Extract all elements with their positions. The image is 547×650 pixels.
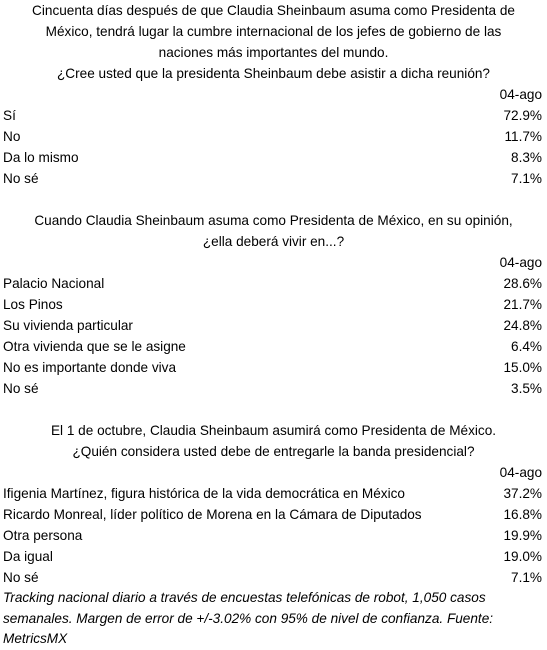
answer-value: 7.1% bbox=[511, 570, 542, 585]
answer-value: 3.5% bbox=[511, 381, 542, 396]
answer-row bbox=[3, 546, 544, 567]
answer-value: 37.2% bbox=[503, 486, 542, 501]
answer-row bbox=[3, 168, 544, 189]
answer-row bbox=[3, 483, 544, 504]
section-spacer bbox=[3, 189, 544, 210]
answer-label: Sí bbox=[3, 108, 16, 123]
answer-value: 11.7% bbox=[504, 129, 542, 144]
question-line: naciones más importantes del mundo. bbox=[158, 45, 389, 60]
answer-value: 28.6% bbox=[503, 276, 542, 291]
answer-row bbox=[3, 336, 544, 357]
question-line: México, tendrá lugar la cumbre internacional de los jefes de gobierno de las bbox=[45, 24, 502, 39]
answer-label: Da lo mismo bbox=[3, 150, 79, 165]
answer-value: 72.9% bbox=[503, 108, 542, 123]
answer-value: 16.8% bbox=[503, 507, 542, 522]
answer-label: Ifigenia Martínez, figura histórica de la vida democrática en México bbox=[3, 486, 405, 501]
answer-label: No sé bbox=[3, 171, 39, 186]
question-line: ¿Quién considera usted debe de entregarle la banda presidencial? bbox=[72, 444, 475, 459]
answer-label: Los Pinos bbox=[3, 297, 63, 312]
poll-section-sash bbox=[3, 420, 544, 588]
answer-label: No bbox=[3, 129, 21, 144]
methodology-footnote: Tracking nacional diario a través de encuestas telefónicas de robot, 1,050 casos semanales. Margen de error de +/-3.02% con 95% de nivel de confianza. Fuente: MetricsMX bbox=[3, 590, 494, 646]
answer-value: 19.9% bbox=[503, 528, 542, 543]
answer-label: Su vivienda particular bbox=[3, 318, 133, 333]
answer-row bbox=[3, 273, 544, 294]
answer-row bbox=[3, 378, 544, 399]
answer-row bbox=[3, 294, 544, 315]
answer-row bbox=[3, 504, 544, 525]
poll-section-summit bbox=[3, 0, 544, 189]
answer-label: Da igual bbox=[3, 549, 53, 564]
answer-value: 24.8% bbox=[503, 318, 542, 333]
answer-value: 6.4% bbox=[511, 339, 542, 354]
poll-section-residence bbox=[3, 210, 544, 399]
question-sash bbox=[3, 420, 544, 462]
date-header: 04-ago bbox=[499, 87, 542, 102]
question-line: ¿Cree usted que la presidenta Sheinbaum debe asistir a dicha reunión? bbox=[56, 66, 490, 81]
answer-label: Otra vivienda que se le asigne bbox=[3, 339, 186, 354]
question-summit bbox=[3, 0, 544, 84]
question-line: ¿ella deberá vivir en...? bbox=[202, 234, 345, 249]
answer-label: Ricardo Monreal, líder político de Morena en la Cámara de Diputados bbox=[3, 507, 422, 522]
answer-value: 15.0% bbox=[503, 360, 542, 375]
answer-value: 19.0% bbox=[503, 549, 542, 564]
answer-row bbox=[3, 567, 544, 588]
answer-value: 7.1% bbox=[511, 171, 542, 186]
section-spacer bbox=[3, 399, 544, 420]
question-line: Cuando Claudia Sheinbaum asuma como Presidenta de México, en su opinión, bbox=[34, 213, 513, 228]
answer-row bbox=[3, 525, 544, 546]
answer-label: No sé bbox=[3, 570, 39, 585]
answer-row bbox=[3, 105, 544, 126]
date-header: 04-ago bbox=[499, 465, 542, 480]
answer-value: 21.7% bbox=[503, 297, 542, 312]
question-residence bbox=[3, 210, 544, 252]
answer-label: Otra persona bbox=[3, 528, 83, 543]
answer-label: No sé bbox=[3, 381, 39, 396]
answer-row bbox=[3, 147, 544, 168]
answer-label: No es importante donde viva bbox=[3, 360, 177, 375]
answer-label: Palacio Nacional bbox=[3, 276, 105, 291]
answer-row bbox=[3, 357, 544, 378]
answer-row bbox=[3, 315, 544, 336]
answer-row bbox=[3, 126, 544, 147]
date-header: 04-ago bbox=[499, 255, 542, 270]
question-line: El 1 de octubre, Claudia Sheinbaum asumirá como Presidenta de México. bbox=[50, 423, 497, 438]
question-line: Cincuenta días después de que Claudia Sheinbaum asuma como Presidenta de bbox=[32, 3, 515, 18]
answer-value: 8.3% bbox=[511, 150, 542, 165]
